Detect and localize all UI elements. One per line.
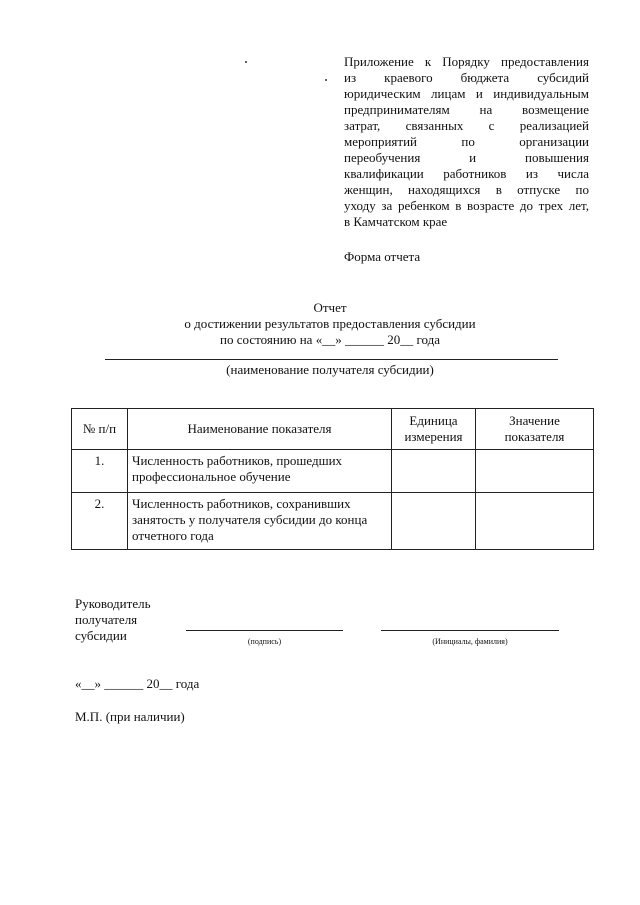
head-label	[75, 596, 185, 644]
header-unit: Единица измерения	[392, 409, 476, 450]
row-unit-cell[interactable]	[392, 450, 476, 493]
header-number: № п/п	[72, 409, 128, 450]
indicators-table	[71, 408, 594, 550]
report-subtitle: о достижении результатов предоставления субсидии	[184, 316, 476, 331]
name-line[interactable]	[381, 630, 559, 631]
form-label: Форма отчета	[344, 249, 421, 264]
table-row	[72, 493, 594, 550]
appendix-line: уходу за ребенком в возрасте до трех лет,	[344, 198, 589, 213]
head-label-line: субсидии	[75, 628, 127, 643]
table-header-row	[72, 409, 594, 450]
row-number: 1.	[72, 450, 128, 493]
signature-caption: (подпись)	[247, 637, 282, 646]
scan-dot	[245, 61, 247, 63]
appendix-line: в Камчатском крае	[344, 214, 448, 229]
recipient-caption: (наименование получателя субсидии)	[226, 362, 434, 377]
appendix-line: квалификации работников из числа	[344, 166, 589, 181]
appendix-line: переобучения и повышения	[344, 150, 589, 165]
report-date-line: по состоянию на «__» ______ 20__ года	[220, 332, 440, 347]
appendix-block	[344, 54, 589, 230]
appendix-line: затрат, связанных с реализацией	[344, 118, 589, 133]
head-label-line: получателя	[75, 612, 138, 627]
row-indicator-name: Численность работников, сохранивших занятость у получателя субсидии до конца отчетного года	[128, 493, 392, 550]
report-title: Отчет	[313, 300, 347, 315]
signature-date-line: «__» ______ 20__ года	[75, 676, 200, 691]
scan-dot	[325, 79, 327, 81]
row-value-cell[interactable]	[476, 493, 594, 550]
header-value: Значение показателя	[476, 409, 594, 450]
head-label-line: Руководитель	[75, 596, 151, 611]
row-indicator-name: Численность работников, прошедших профессиональное обучение	[128, 450, 392, 493]
row-unit-cell[interactable]	[392, 493, 476, 550]
appendix-line: предпринимателям на возмещение	[344, 102, 589, 117]
appendix-line: Приложение к Порядку предоставления	[344, 54, 589, 69]
header-indicator-name: Наименование показателя	[128, 409, 392, 450]
appendix-line: мероприятий по организации	[344, 134, 589, 149]
appendix-line: юридическим лицам и индивидуальным	[344, 86, 589, 101]
appendix-line: из краевого бюджета субсидий	[344, 70, 589, 85]
signature-line[interactable]	[186, 630, 343, 631]
name-caption: (Инициалы, фамилия)	[432, 637, 508, 646]
row-value-cell[interactable]	[476, 450, 594, 493]
table-row	[72, 450, 594, 493]
recipient-name-line[interactable]	[105, 359, 558, 360]
row-number: 2.	[72, 493, 128, 550]
stamp-label: М.П. (при наличии)	[75, 709, 185, 724]
appendix-line: женщин, находящихся в отпуске по	[344, 182, 589, 197]
